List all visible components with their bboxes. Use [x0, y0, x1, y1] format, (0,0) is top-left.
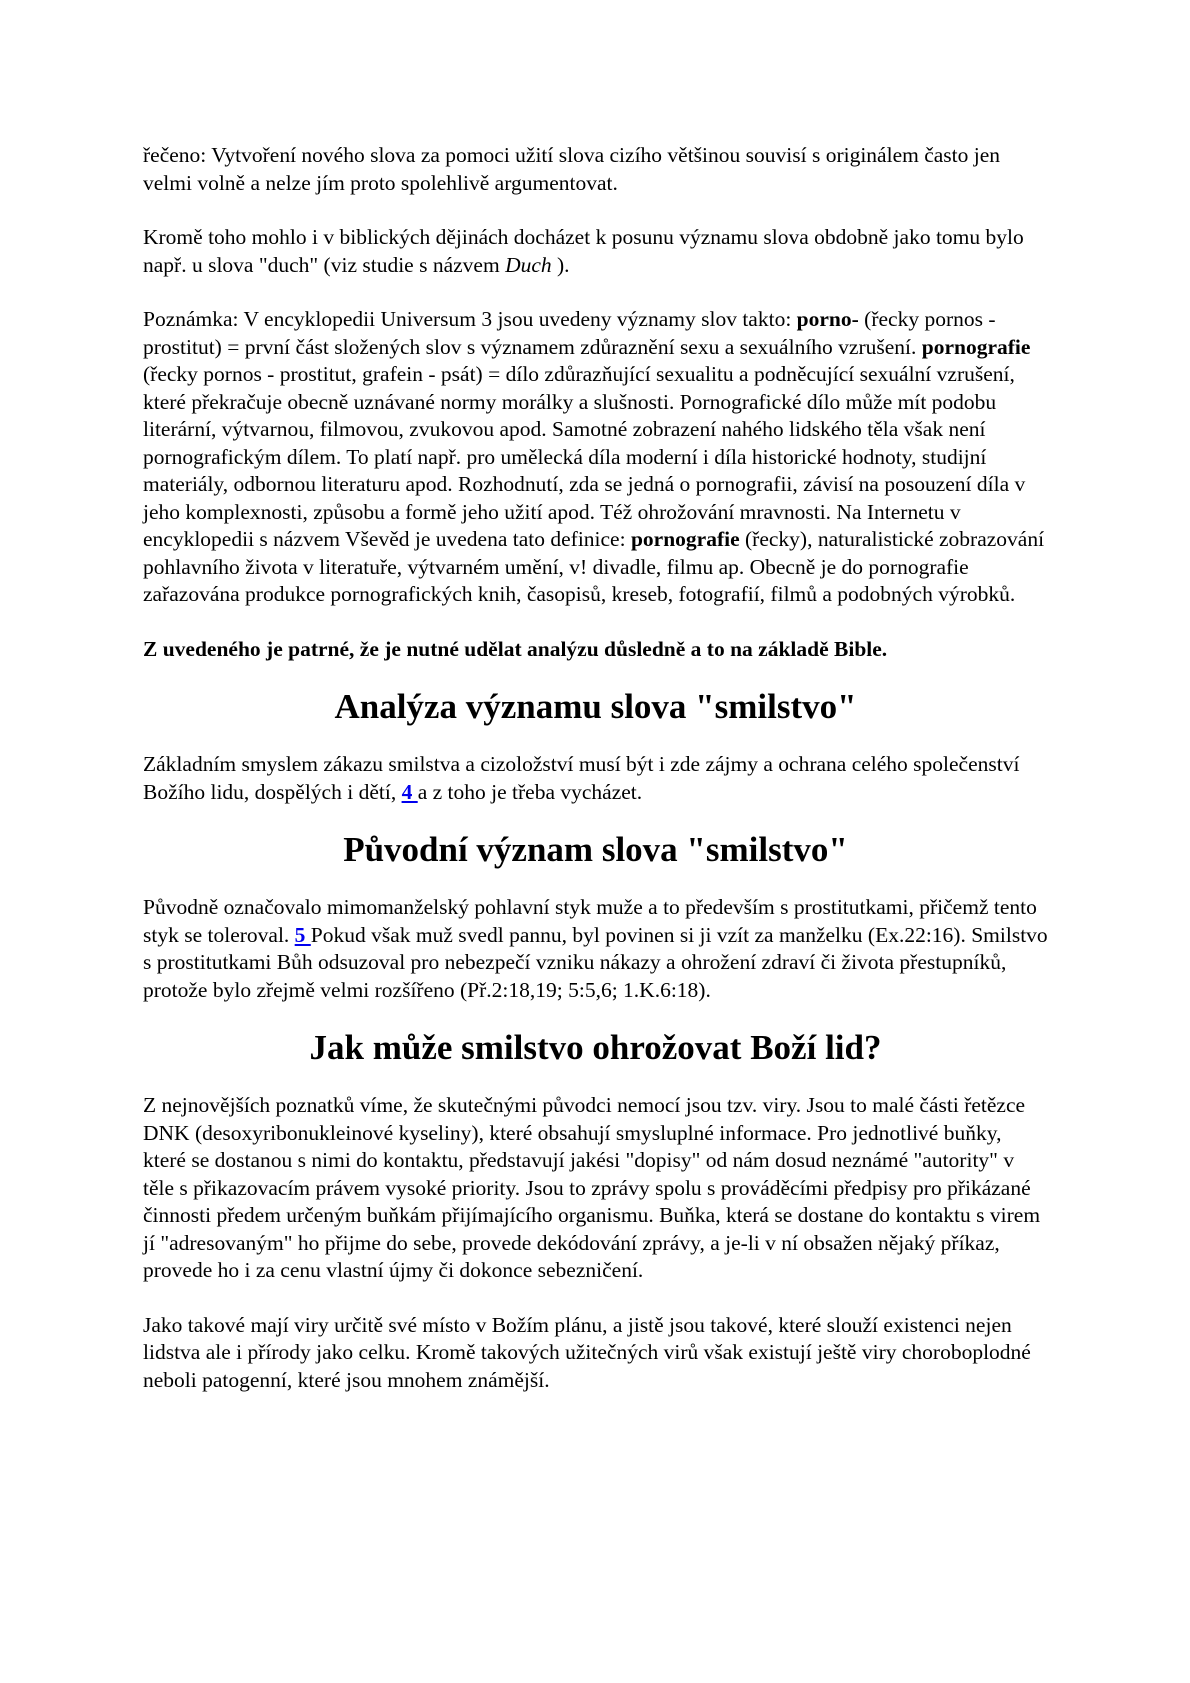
text-span: Poznámka: V encyklopedii Universum 3 jsou uvedeny významy slov takto: — [143, 307, 797, 331]
text-span: (řecky pornos - prostitut) = první část složených slov s významem zdůraznění sexu a sexuálního vzrušení. — [143, 307, 996, 359]
text-span: Kromě toho mohlo i v biblických dějinách docházet k posunu významu slova obdobně jako tomu bylo např. u slova "duch" (viz studie s názvem — [143, 225, 1024, 277]
text-span: Původně označovalo mimomanželský pohlavní styk muže a to především s prostitutkami, přičemž tento styk se toleroval. — [143, 895, 1037, 947]
study-title-duch: Duch — [505, 252, 552, 277]
text-span: Pokud však muž svedl pannu, byl povinen si ji vzít za manželku (Ex.22:16). Smilstvo s prostitutkami Bůh odsuzoval pro nebezpečí vzniku nákazy a ohrožení zdraví či života přestupníků, protože bylo zřejmě velmi rozšířeno (Př.2:18,19; 5:5,6; 1.K.6:18). — [143, 922, 1048, 1002]
paragraph-meaning-shift — [143, 224, 1048, 279]
paragraph-encyclopedia-note — [143, 306, 1048, 609]
footnote-link-4[interactable]: 4 — [401, 779, 418, 804]
paragraph-viruses: Z nejnovějších poznatků víme, že skutečnými původci nemocí jsou tzv. viry. Jsou to malé části řetězce DNK (desoxyribonukleinové kyseliny), které obsahují smysluplné informace. Pro jednotlivé buňky, které se dostanou s nimi do kontaktu, představují jakési "dopisy" od nám dosud neznámé "autority" v těle s přikazovacím právem vysoké priority. Jsou to zprávy spolu s prováděcími předpisy pro přikázané činnosti předem určeným buňkám přijímajícího organismu. Buňka, která se dostane do kontaktu s virem jí "adresovaným" ho přijme do sebe, provede dekódování zprávy, a je-li v ní obsažen nějaký příkaz, provede ho i za cenu vlastní újmy či dokonce sebezničení. — [143, 1093, 1041, 1282]
term-pornografie: pornografie — [921, 334, 1031, 359]
heading-original-meaning: Původní význam slova "smilstvo" — [343, 830, 848, 869]
heading-analysis: Analýza významu slova "smilstvo" — [334, 687, 857, 726]
text-span: ). — [551, 252, 570, 277]
text-span: a z toho je třeba vycházet. — [417, 779, 643, 804]
heading-threat: Jak může smilstvo ohrožovat Boží lid? — [309, 1028, 882, 1067]
text-span: (řecky pornos - prostitut, grafein - psát) = dílo zdůrazňující sexualitu a podněcující sexuální vzrušení, které překračuje obecně uznávané normy morálky a slušnosti. Pornografické dílo může mít podobu literární, výtvarnou, filmovou, zvukovou apod. Samotné zobrazení nahého lidského těla však není pornografickým dílem. To platí např. pro umělecká díla moderní i díla historické hodnoty, studijní materiály, odbornou literaturu apod. Rozhodnutí, zda se jedná o pornografii, závisí na posouzení díla v jeho komplexnosti, způsobu a formě jeho užití apod. Též ohrožování mravnosti. Na Internetu v encyklopedii s názvem Vševěd je uvedena tato definice: — [143, 362, 1026, 551]
paragraph-word-origin: řečeno: Vytvoření nového slova za pomoci užití slova cizího většinou souvisí s originálem často jen velmi volně a nelze jím proto spolehlivě argumentovat. — [143, 143, 1001, 195]
term-porno: porno- — [796, 307, 859, 331]
paragraph-viruses-purpose: Jako takové mají viry určitě své místo v Božím plánu, a jistě jsou takové, které slouží existenci nejen lidstva ale i přírody jako celku. Kromě takových užitečných virů však existují ještě viry choroboplodné neboli patogenní, které jsou mnohem známější. — [143, 1312, 1031, 1392]
footnote-link-5[interactable]: 5 — [294, 922, 311, 947]
paragraph-basic-meaning — [143, 751, 1048, 806]
document-page — [143, 142, 1048, 1394]
paragraph-original-meaning — [143, 894, 1048, 1004]
text-span: Základním smyslem zákazu smilstva a cizoložství musí být i zde zájmy a ochrana celého společenství Božího lidu, dospělých i dětí, — [143, 752, 1020, 804]
term-pornografie-vseved: pornografie — [630, 527, 740, 551]
paragraph-conclusion: Z uvedeného je patrné, že je nutné udělat analýzu důsledně a to na základě Bible. — [143, 636, 888, 661]
text-span: (řecky), naturalistické zobrazování pohlavního života v literatuře, výtvarném umění, v! divadle, filmu ap. Obecně je do pornografie zařazována produkce pornografických knih, časopisů, kreseb, fotografií, filmů a podobných výrobků. — [143, 527, 1045, 606]
